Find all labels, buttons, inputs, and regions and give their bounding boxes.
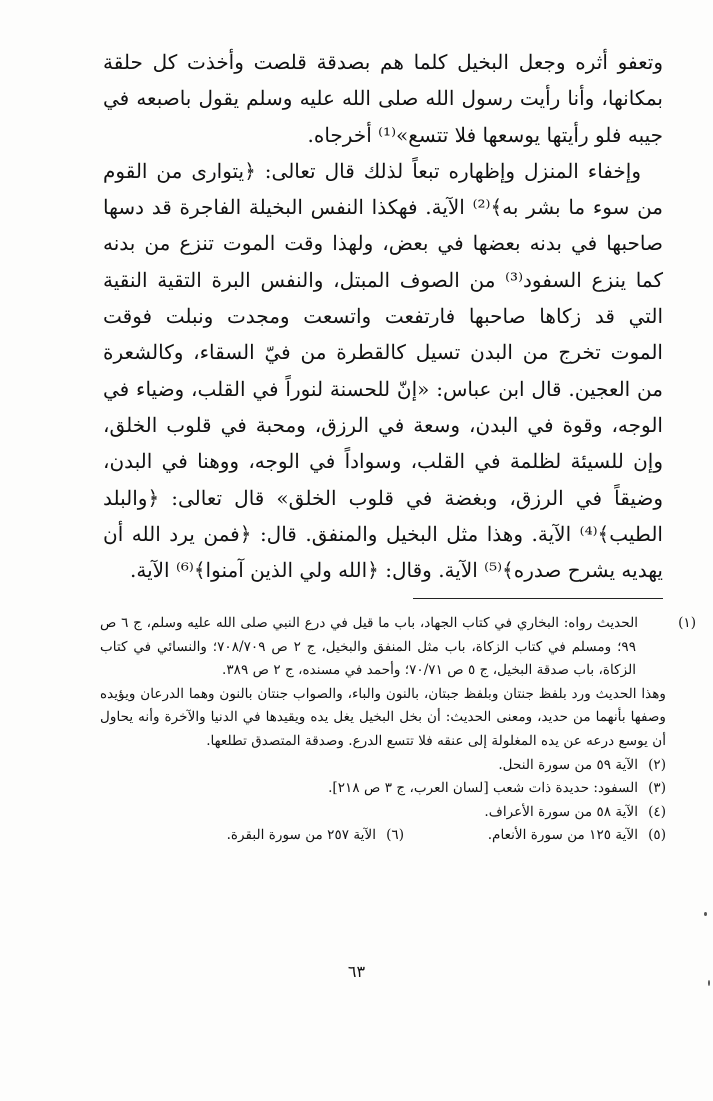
footnote-5 [404, 824, 666, 848]
footnote-1 [100, 612, 696, 683]
page-number: ٦٣ [347, 962, 366, 981]
footnote-text: الحديث رواه: البخاري في كتاب الجهاد، باب ما قيل في درع النبي صلى الله عليه وسلم، ج ٦ ص ٩٩؛ ومسلم في كتاب الزكاة، باب مثل المنفق والبخيل، ج ٢ ص ٧٠٨/٧٠٩؛ والنسائي في كتاب الزكاة، باب صدقة البخيل، ج ٥ ص ٧٠/٧١؛ وأحمد في مسنده، ج ٢ ص ٣٨٩. [100, 615, 638, 679]
footnotes-row-5-6 [100, 824, 666, 848]
footnote-text: الآية ١٢٥ من سورة الأنعام. [487, 827, 638, 844]
footnote-text: الآية ٢٥٧ من سورة البقرة. [226, 827, 376, 844]
footnote-number: (٤) [648, 803, 666, 820]
paragraph: وتعفو أثره وجعل البخيل كلما هم بصدقة قلصت وأخذت كل حلقة بمكانها، وأنا رأيت رسول الله صلى الله عليه وسلم يقول باصبعه في جيبه فلو رأيتها يوسعها فلا تتسع»⁽¹⁾ أخرجاه. [103, 50, 663, 147]
footnote-4 [100, 801, 666, 825]
footnote-3 [100, 777, 666, 801]
scan-speck [704, 912, 707, 916]
footnote-number: (٥) [648, 827, 666, 844]
footnote-text: الآية ٥٨ من سورة الأعراف. [484, 803, 638, 820]
footnote-text: الآية ٥٩ من سورة النحل. [498, 756, 638, 773]
scan-speck [708, 980, 710, 986]
paragraph: وإخفاء المنزل وإظهاره تبعاً لذلك قال تعالى: ﴿يتوارى من القوم من سوء ما بشر به﴾⁽²⁾ الآية. فهكذا النفس البخيلة الفاجرة قد دسها صاحبها في بدنه بعضها في بعض، ولهذا وقت الموت تنزع من بدنه كما ينزع السفود⁽³⁾ من الصوف المبتل، والنفس البرة التقية النقية التي قد زكاها صاحبها فارتفعت واتسعت ومجدت ونبلت فوقت الموت تخرج من البدن تسيل كالقطرة من فيّ السقاء، وكالشعرة من العجين. قال ابن عباس: «إنّ للحسنة لنوراً في القلب، وضياء في الوجه، وقوة في البدن، وسعة في الرزق، ومحبة في قلوب الخلق، وإن للسيئة لظلمة في القلب، وسواداً في الوجه، ووهنا في البدن، وضيقاً في الرزق، وبغضة في قلوب الخلق» قال تعالى: ﴿والبلد الطيب﴾⁽⁴⁾ الآية. وهذا مثل البخيل والمنفق. قال: ﴿فمن يرد الله أن يهديه يشرح صدره﴾⁽⁵⁾ الآية. وقال: ﴿الله ولي الذين آمنوا﴾⁽⁶⁾ الآية. [103, 158, 664, 583]
footnote-number: (٦) [386, 827, 404, 844]
footnotes [100, 612, 696, 848]
footnote-number: (٢) [648, 756, 666, 773]
footnote-text: السفود: حديدة ذات شعب [لسان العرب، ج ٣ ص ٢١٨]. [328, 780, 638, 797]
footnote-6 [142, 824, 404, 848]
footnote-1-continuation: وهذا الحديث ورد بلفظ جنتان وبلفظ جبتان، بالنون والباء، والصواب جنتان بالنون وهما الدرعان ويؤيده وصفها بأنهما من حديد، ومعنى الحديث: أن بخل البخيل يغل يده ويقيدها في الدنيا والآخرة وأنه يحاول أن يوسع درعه عن يده المغلولة إلى عنقه فلا تتسع الدرع. وصدقة المتصدق تطلعها. [100, 685, 666, 749]
footnote-number: (١) [678, 615, 696, 631]
footnote-separator [413, 598, 663, 599]
main-text [103, 44, 663, 588]
footnote-number: (٣) [648, 780, 666, 797]
footnote-2 [100, 754, 666, 778]
